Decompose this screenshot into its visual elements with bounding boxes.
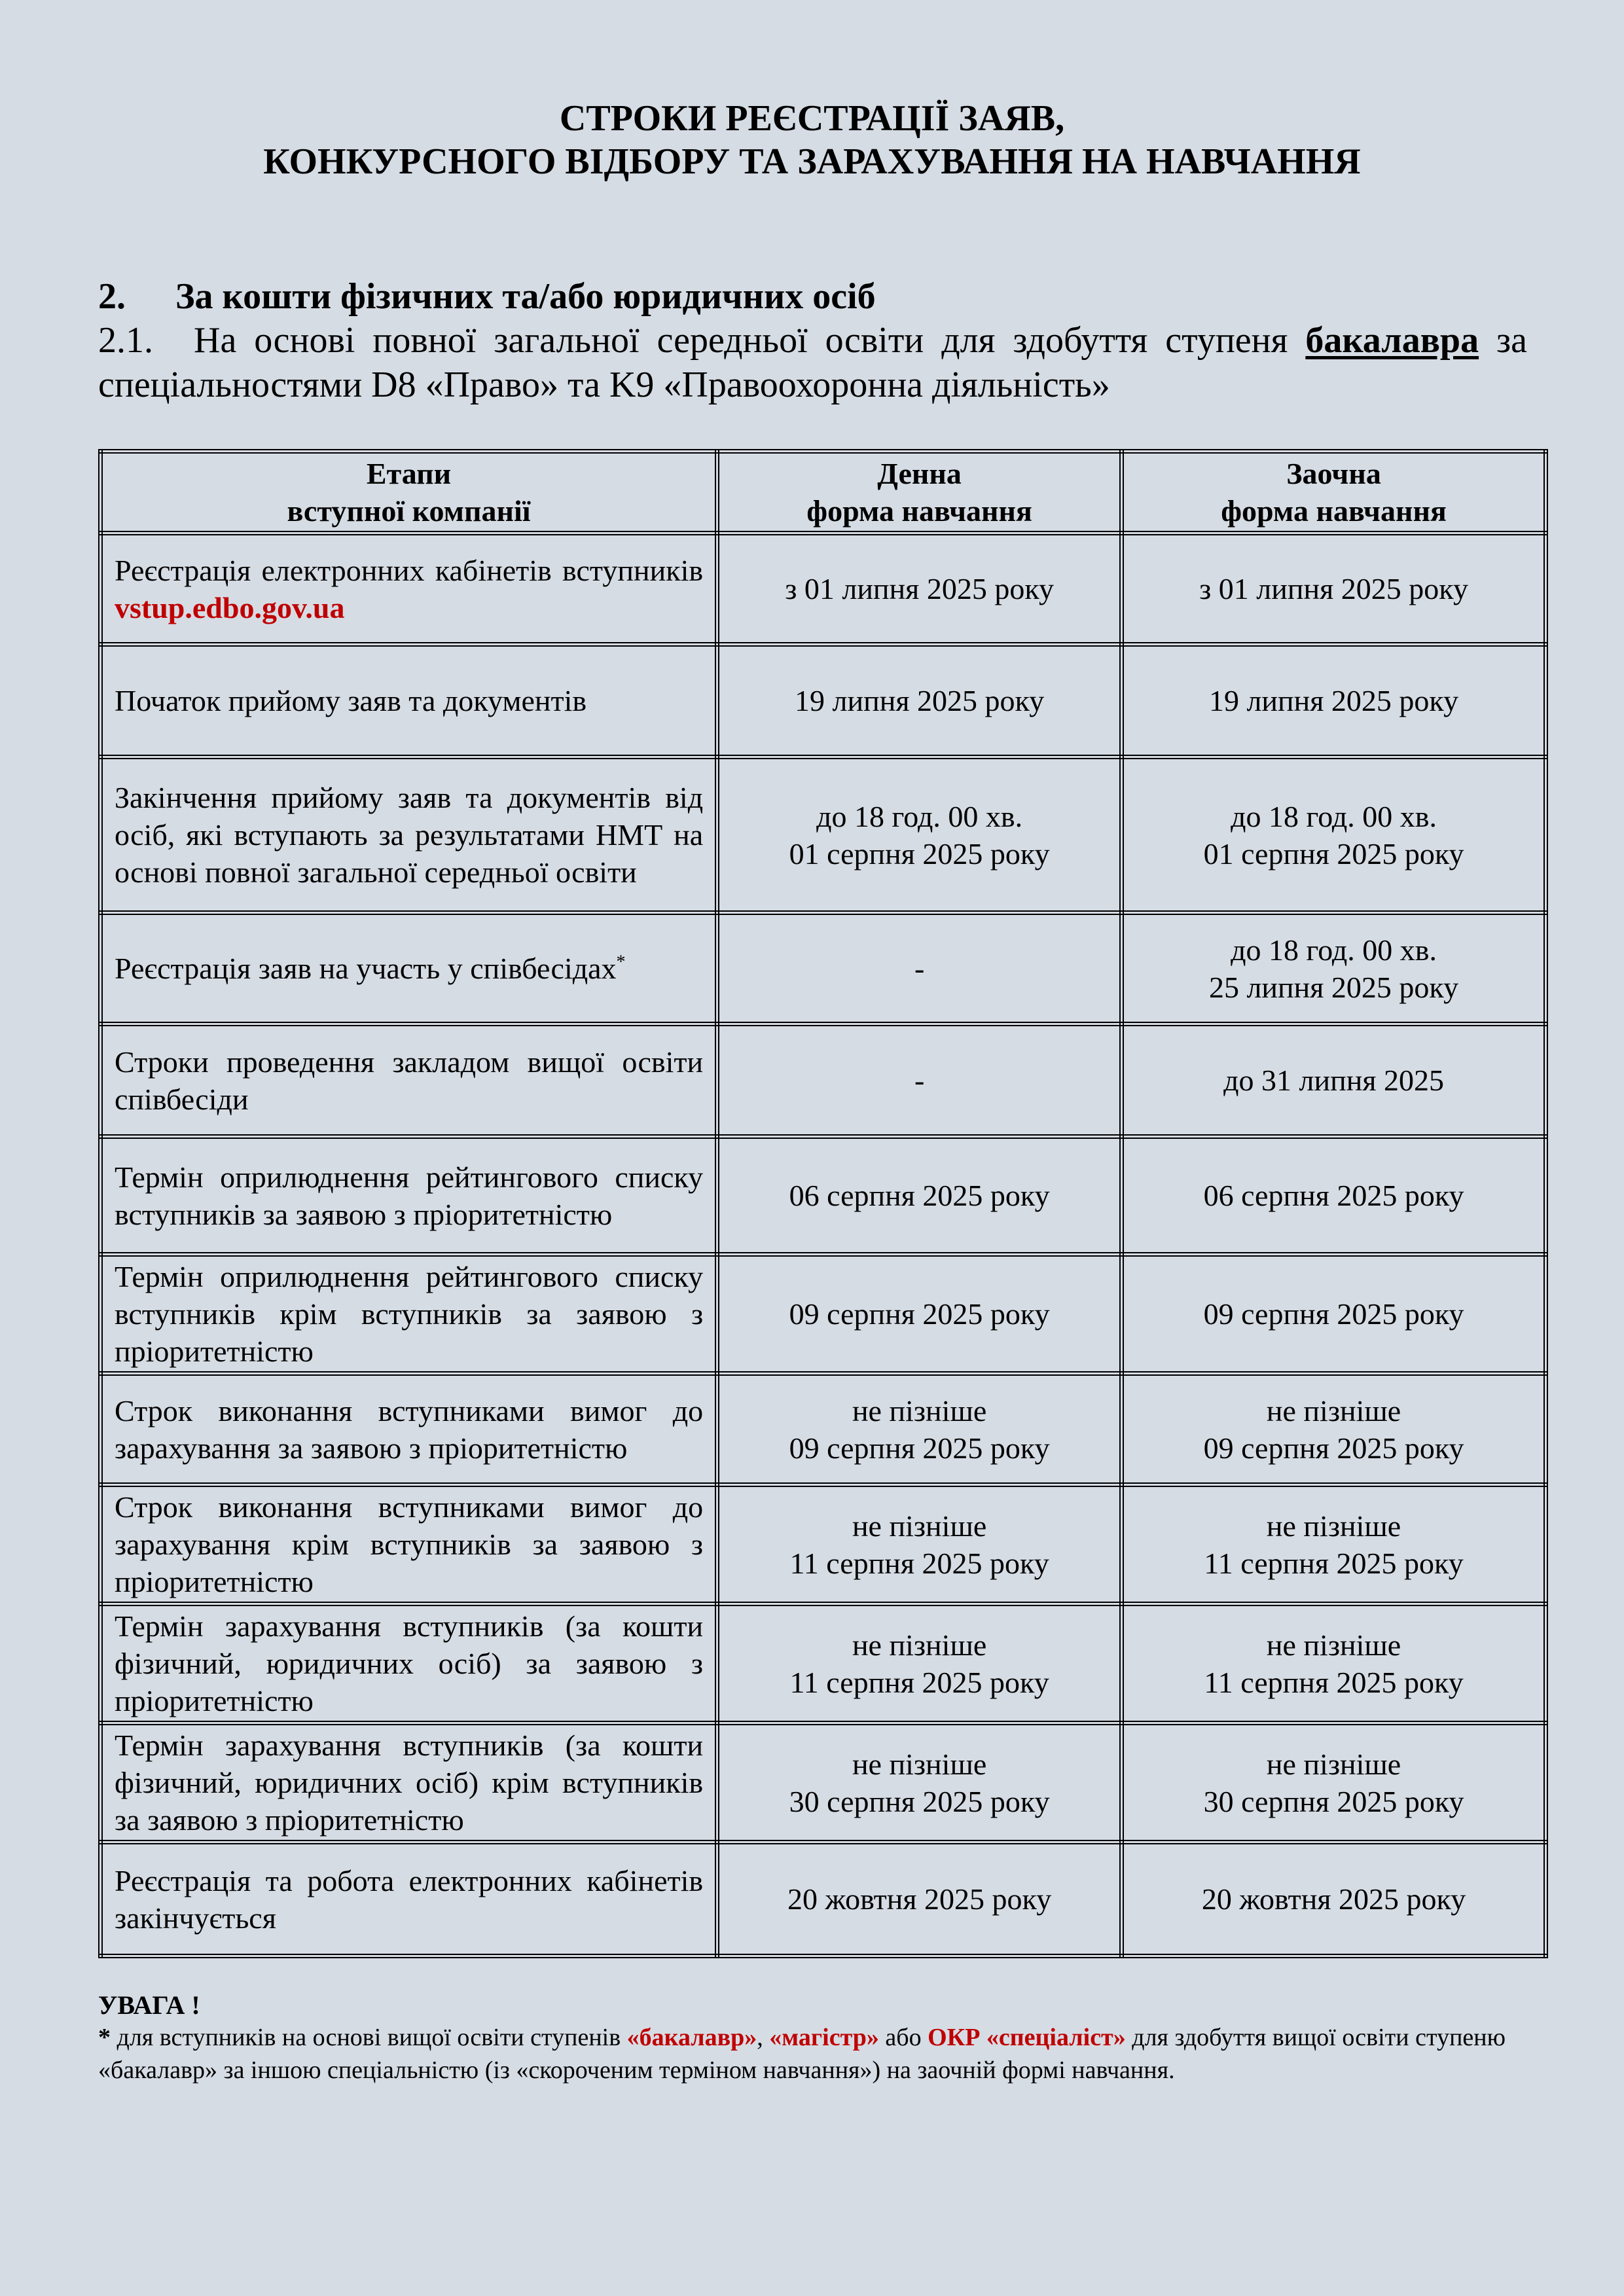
day-value-line: з 01 липня 2025 року: [785, 572, 1055, 605]
table-row: [101, 533, 1546, 645]
extramural-value-line: до 18 год. 00 хв.: [1231, 799, 1437, 833]
section-heading: [98, 274, 876, 319]
subsection-text-after: за спеціальностями D8 «Право» та K9 «Правоохоронна діяльність»: [98, 320, 1528, 405]
day-form-cell: [717, 1604, 1122, 1723]
day-value-line: 11 серпня 2025 року: [789, 1665, 1049, 1699]
extramural-form-cell: [1122, 1255, 1546, 1374]
footnote: [98, 2021, 1538, 2087]
footnote-text-3: або: [878, 2024, 928, 2051]
footnote-text-1: для вступників на основі вищої освіти ступенів: [111, 2024, 627, 2051]
subsection-text-before: На основі повної загальної середньої освіти для здобуття ступеня: [194, 320, 1306, 361]
table-row: [101, 1604, 1546, 1723]
stage-cell: [101, 1485, 717, 1604]
stage-text: Строки проведення закладом вищої освіти співбесіди: [115, 1045, 704, 1116]
title-line-2: КОНКУРСНОГО ВІДБОРУ ТА ЗАРАХУВАННЯ НА НАВЧАННЯ: [263, 141, 1361, 182]
table-row: [101, 913, 1546, 1024]
extramural-form-cell: [1122, 1137, 1546, 1255]
table-row: [101, 1374, 1546, 1485]
extramural-value-line: 11 серпня 2025 року: [1204, 1665, 1464, 1699]
stage-cell: [101, 1604, 717, 1723]
stage-cell: [101, 1024, 717, 1137]
extramural-form-cell: [1122, 1024, 1546, 1137]
stage-text: Термін оприлюднення рейтингового списку вступників за заявою з пріоритетністю: [115, 1160, 704, 1231]
footnote-text-2: ,: [757, 2024, 770, 2051]
day-value-line: не пізніше: [852, 1747, 987, 1781]
header-extramural-line1: Заочна: [1286, 457, 1381, 490]
day-form-cell: [717, 1255, 1122, 1374]
stage-cell: [101, 1723, 717, 1842]
extramural-value-line: 01 серпня 2025 року: [1203, 836, 1464, 870]
stage-text: Реєстрація та робота електронних кабінетів закінчується: [115, 1863, 704, 1935]
day-form-cell: [717, 1137, 1122, 1255]
stage-cell: [101, 913, 717, 1024]
header-stages-line1: Етапи: [366, 457, 452, 490]
extramural-value-line: до 31 липня 2025: [1223, 1064, 1444, 1097]
header-day-line1: Денна: [877, 457, 962, 490]
extramural-form-cell: [1122, 1723, 1546, 1842]
document-title: [0, 97, 1624, 183]
table-row: [101, 1024, 1546, 1137]
day-form-cell: [717, 533, 1122, 645]
header-extramural-line2: форма навчання: [1221, 494, 1447, 528]
day-form-cell: [717, 1374, 1122, 1485]
day-value-line: 20 жовтня 2025 року: [787, 1882, 1052, 1916]
day-value-line: не пізніше: [852, 1393, 987, 1427]
edbo-link[interactable]: vstup.edbo.gov.ua: [115, 590, 345, 624]
day-form-cell: [717, 1842, 1122, 1956]
extramural-value-line: 25 липня 2025 року: [1208, 970, 1459, 1004]
stage-cell: [101, 533, 717, 645]
table-row: [101, 757, 1546, 913]
subsection-text: [98, 318, 1527, 407]
header-day-line2: форма навчання: [806, 494, 1032, 528]
day-value-line: -: [914, 952, 925, 985]
extramural-form-cell: [1122, 1485, 1546, 1604]
extramural-value-line: 30 серпня 2025 року: [1203, 1784, 1464, 1818]
header-stages-line2: вступної компанії: [287, 494, 531, 528]
title-line-1: СТРОКИ РЕЄСТРАЦІЇ ЗАЯВ,: [559, 98, 1065, 139]
footnote-degree-specialist: ОКР «спеціаліст»: [928, 2024, 1126, 2051]
schedule-table: [98, 449, 1548, 1958]
table-row: [101, 645, 1546, 757]
table-row: [101, 1255, 1546, 1374]
header-day-form: [717, 452, 1122, 533]
stage-text: Реєстрація заяв на участь у співбесідах: [115, 952, 617, 985]
day-form-cell: [717, 1024, 1122, 1137]
stage-text: Початок прийому заяв та документів: [115, 684, 587, 717]
table-header-row: [101, 452, 1546, 533]
extramural-value-line: 09 серпня 2025 року: [1203, 1297, 1464, 1331]
day-value-line: 06 серпня 2025 року: [789, 1179, 1050, 1212]
extramural-form-cell: [1122, 1842, 1546, 1956]
section-number: 2.: [98, 276, 126, 317]
extramural-value-line: не пізніше: [1266, 1393, 1401, 1427]
extramural-value-line: 06 серпня 2025 року: [1203, 1179, 1464, 1212]
stage-cell: [101, 1137, 717, 1255]
note-title: УВАГА !: [98, 1990, 200, 2020]
day-value-line: 19 липня 2025 року: [795, 684, 1045, 717]
extramural-value-line: не пізніше: [1266, 1628, 1401, 1662]
footnote-degree-bachelor: «бакалавр»: [626, 2024, 757, 2051]
day-value-line: 09 серпня 2025 року: [789, 1431, 1050, 1465]
extramural-form-cell: [1122, 913, 1546, 1024]
extramural-value-line: не пізніше: [1266, 1509, 1401, 1543]
extramural-form-cell: [1122, 1604, 1546, 1723]
extramural-value-line: 19 липня 2025 року: [1208, 684, 1459, 717]
stage-text: Строк виконання вступниками вимог до зарахування за заявою з пріоритетністю: [115, 1393, 704, 1465]
day-value-line: 11 серпня 2025 року: [789, 1546, 1049, 1580]
stage-cell: [101, 645, 717, 757]
stage-cell: [101, 757, 717, 913]
stage-text: Термін зарахування вступників (за кошти фізичний, юридичних осіб) крім вступників за заявою з пріоритетністю: [115, 1729, 704, 1837]
day-value-line: 09 серпня 2025 року: [789, 1297, 1050, 1331]
degree-highlight: бакалавра: [1305, 320, 1479, 361]
day-value-line: -: [914, 1064, 925, 1097]
day-value-line: 30 серпня 2025 року: [789, 1784, 1050, 1818]
day-form-cell: [717, 1723, 1122, 1842]
day-value-line: не пізніше: [852, 1628, 987, 1662]
stage-cell: [101, 1842, 717, 1956]
day-form-cell: [717, 913, 1122, 1024]
stage-text: Термін оприлюднення рейтингового списку вступників крім вступників за заявою з пріоритетністю: [115, 1260, 704, 1368]
extramural-value-line: 20 жовтня 2025 року: [1201, 1882, 1466, 1916]
header-extramural-form: [1122, 452, 1546, 533]
day-form-cell: [717, 1485, 1122, 1604]
table-row: [101, 1723, 1546, 1842]
extramural-form-cell: [1122, 645, 1546, 757]
extramural-form-cell: [1122, 1374, 1546, 1485]
table-row: [101, 1137, 1546, 1255]
stage-cell: [101, 1374, 717, 1485]
stage-text: Реєстрація електронних кабінетів вступників: [115, 553, 704, 587]
day-value-line: до 18 год. 00 хв.: [816, 799, 1023, 833]
footnote-degree-master: «магістр»: [769, 2024, 879, 2051]
day-form-cell: [717, 757, 1122, 913]
table-row: [101, 1485, 1546, 1604]
day-value-line: не пізніше: [852, 1509, 987, 1543]
stage-text: Термін зарахування вступників (за кошти фізичний, юридичних осіб) за заявою з пріоритетністю: [115, 1609, 704, 1717]
footnote-mark: *: [616, 952, 626, 973]
stage-text: Закінчення прийому заяв та документів від осіб, які вступають за результатами НМТ на основі повної загальної середньої освіти: [115, 781, 704, 889]
extramural-form-cell: [1122, 757, 1546, 913]
extramural-value-line: з 01 липня 2025 року: [1199, 572, 1468, 605]
subsection-number: 2.1.: [98, 320, 153, 361]
extramural-value-line: 11 серпня 2025 року: [1204, 1546, 1464, 1580]
table-row: [101, 1842, 1546, 1956]
section-heading-text: За кошти фізичних та/або юридичних осіб: [175, 276, 876, 317]
stage-text: Строк виконання вступниками вимог до зарахування крім вступників за заявою з пріоритетністю: [115, 1490, 704, 1598]
header-stages: [101, 452, 717, 533]
extramural-value-line: до 18 год. 00 хв.: [1231, 933, 1437, 967]
day-form-cell: [717, 645, 1122, 757]
footnote-asterisk: *: [98, 2024, 111, 2051]
extramural-value-line: не пізніше: [1266, 1747, 1401, 1781]
extramural-value-line: 09 серпня 2025 року: [1203, 1431, 1464, 1465]
stage-cell: [101, 1255, 717, 1374]
extramural-form-cell: [1122, 533, 1546, 645]
footnote-text-4: для здобуття вищої освіти ступеню «бакалавр» за іншою спеціальністю (із «скороченим терміном навчання») на заочній формі навчання.: [98, 2024, 1506, 2084]
day-value-line: 01 серпня 2025 року: [789, 836, 1050, 870]
